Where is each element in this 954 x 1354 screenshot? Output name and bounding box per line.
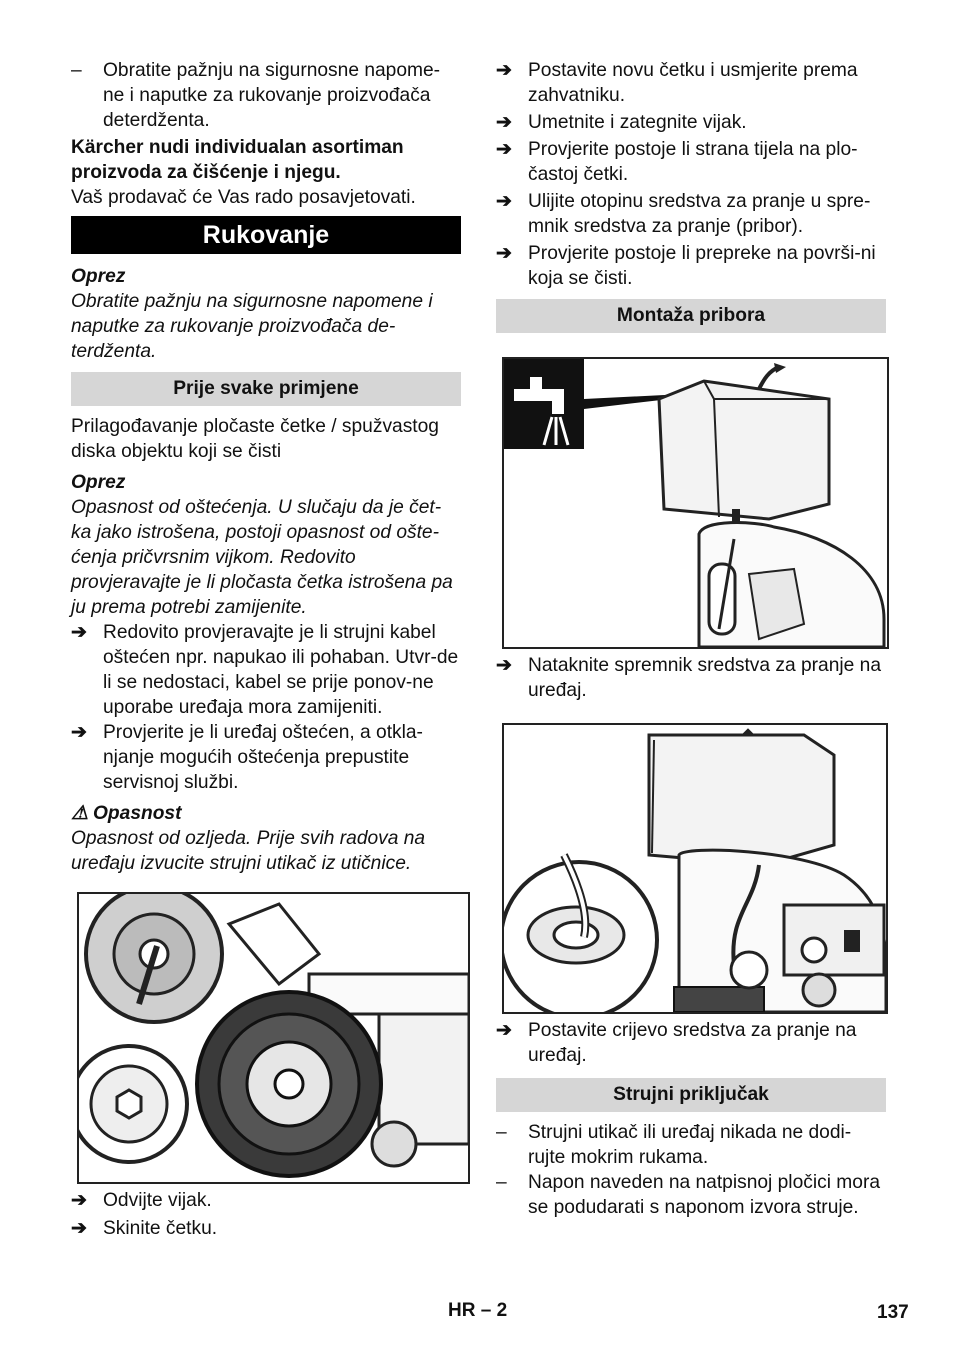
section-code: HR – 2 xyxy=(448,1300,508,1321)
adjust-text: Prilagođavanje pločaste četke / spužvastog diska objektu koji se čisti xyxy=(71,416,439,462)
caution-text-2: Opasnost od oštećenja. U slučaju da je čet-ka jako istrošena, postoji opasnost od ošte-ćenja pričvrsnim vijkom. Redovito provjeravajte je li pločasta četka istrošena pa ju prema potrebi zamijenite. xyxy=(71,497,453,618)
subsection-title: Prije svake primjene xyxy=(71,372,461,406)
accessory-title: Montaža pribora xyxy=(496,299,886,333)
tank-mount-figure xyxy=(502,357,889,649)
step-item: ➔ Provjerite postoje li prepreke na površi-ni koja se čisti. xyxy=(496,243,876,289)
step-item: ➔ Postavite crijevo sredstva za pranje na uređaj. xyxy=(496,1020,857,1066)
step-item: ➔ Odvijte vijak. xyxy=(71,1190,212,1211)
arrow-icon: ➔ xyxy=(71,622,88,643)
step-item: ➔ Umetnite i zategnite vijak. xyxy=(496,112,747,133)
page-number: 137 xyxy=(877,1302,909,1323)
step-item: ➔ Redovito provjeravajte je li strujni kabel oštećen npr. napukao ili pohaban. Utvr-de li se nedostaci, kabel se prije ponov-ne uporabe uređaja mora zamijeniti. xyxy=(71,622,459,718)
bold-note: Kärcher nudi individualan asortiman proizvoda za čišćenje i njegu. xyxy=(71,137,404,183)
step-item: ➔ Skinite četku. xyxy=(71,1218,218,1239)
arrow-icon: ➔ xyxy=(496,112,513,133)
power-dash-item: – Napon naveden na natpisnoj pločici mora se podudarati s naponom izvora struje. xyxy=(496,1170,886,1220)
step-item: ➔ Postavite novu četku i usmjerite prema zahvatniku. xyxy=(496,60,858,106)
brush-removal-figure xyxy=(77,892,470,1184)
danger-text: Opasnost od ozljeda. Prije svih radova na uređaju izvucite strujni utikač iz utičnice. xyxy=(71,828,426,874)
arrow-icon: ➔ xyxy=(71,1190,88,1211)
dealer-note: Vaš prodavač će Vas rado posavjetovati. xyxy=(71,187,416,208)
caution-title: Oprez xyxy=(71,266,126,287)
right-column xyxy=(496,58,886,1220)
step-item: ➔ Ulijite otopinu sredstva za pranje u spre-mnik sredstva za pranje (pribor). xyxy=(496,191,871,237)
section-title: Rukovanje xyxy=(71,216,461,254)
power-dash-item: – Strujni utikač ili uređaj nikada ne dodi-rujte mokrim rukama. xyxy=(496,1120,886,1170)
warning-icon: ⚠ xyxy=(71,803,89,824)
danger-title: ⚠ Opasnost xyxy=(71,803,182,824)
step-item: ➔ Provjerite je li uređaj oštećen, a otkla-njanje mogućih oštećenja prepustite servisnoj službi. xyxy=(71,722,423,793)
arrow-icon: ➔ xyxy=(496,60,513,81)
hose-mount-figure xyxy=(502,723,888,1014)
arrow-icon: ➔ xyxy=(71,1218,88,1239)
intro-dash-item: – Obratite pažnju na sigurnosne napome-ne i naputke za rukovanje proizvođača deterdženta. xyxy=(71,58,461,133)
arrow-icon: ➔ xyxy=(496,1020,513,1041)
arrow-icon: ➔ xyxy=(71,722,88,743)
step-item: ➔ Nataknite spremnik sredstva za pranje na uređaj. xyxy=(496,655,882,701)
step-item: ➔ Provjerite postoje li strana tijela na plo-častoj četki. xyxy=(496,139,858,185)
caution-text: Obratite pažnju na sigurnosne napomene i naputke za rukovanje proizvođača de-terdženta. xyxy=(71,291,433,362)
left-column xyxy=(71,58,461,1241)
arrow-icon: ➔ xyxy=(496,191,513,212)
caution-title-2: Oprez xyxy=(71,472,126,493)
arrow-icon: ➔ xyxy=(496,655,513,676)
arrow-icon: ➔ xyxy=(496,243,513,264)
arrow-icon: ➔ xyxy=(496,139,513,160)
power-title: Strujni priključak xyxy=(496,1078,886,1112)
